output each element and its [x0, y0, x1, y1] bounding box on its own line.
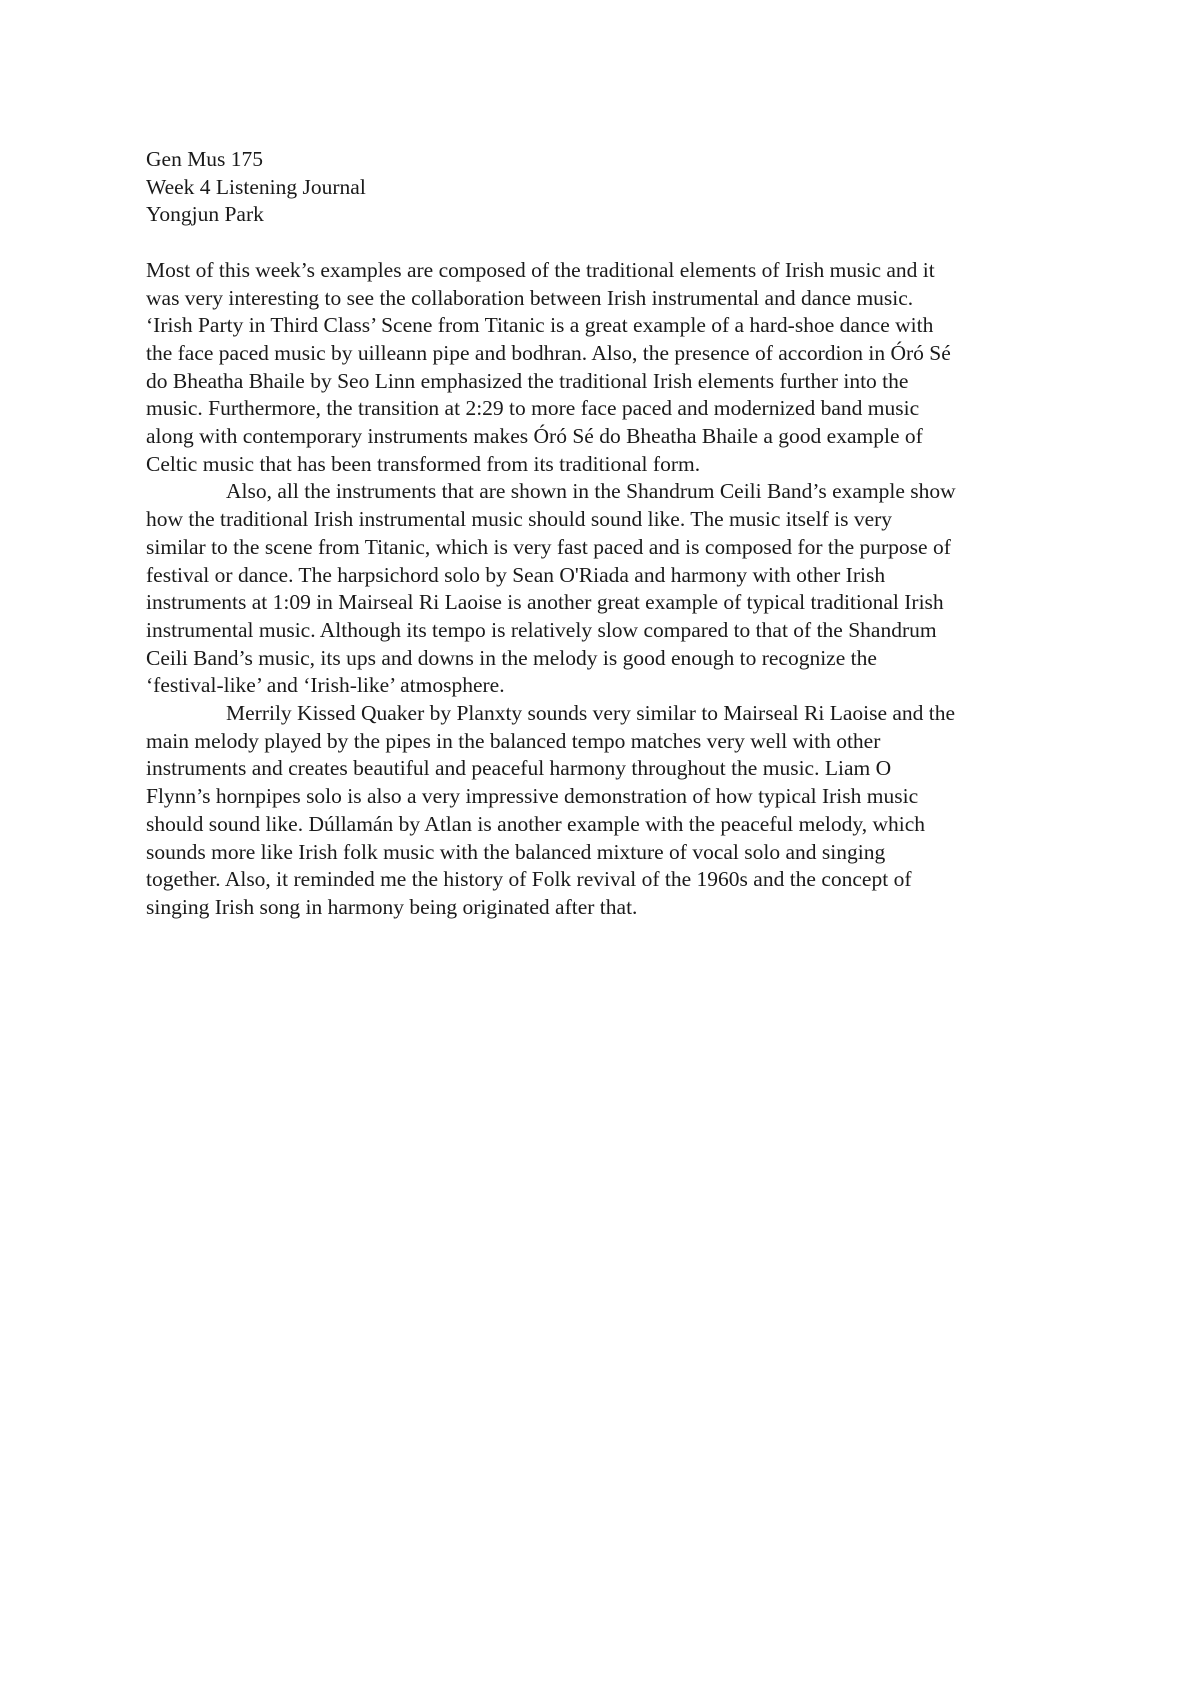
paragraph-line: along with contemporary instruments makes Óró Sé do Bheatha Bhaile a good example of	[146, 424, 923, 449]
paragraph-line: Also, all the instruments that are shown in the Shandrum Ceili Band’s example show	[226, 479, 956, 504]
assignment-title: Week 4 Listening Journal	[146, 174, 366, 199]
paragraph-line: was very interesting to see the collaboration between Irish instrumental and dance music.	[146, 285, 914, 310]
author-name: Yongjun Park	[146, 202, 264, 227]
paragraph-line: main melody played by the pipes in the balanced tempo matches very well with other	[146, 728, 881, 753]
paragraph-line: the face paced music by uilleann pipe and bodhran. Also, the presence of accordion in Óró Sé	[146, 340, 951, 365]
paragraph-line: ‘Irish Party in Third Class’ Scene from Titanic is a great example of a hard-shoe dance with	[146, 313, 934, 338]
document-body	[146, 146, 1066, 922]
paragraph-line: instrumental music. Although its tempo is relatively slow compared to that of the Shandrum	[146, 617, 937, 642]
paragraph-1	[146, 257, 1066, 479]
paragraph-line: together. Also, it reminded me the history of Folk revival of the 1960s and the concept of	[146, 867, 912, 892]
paragraph-line: Celtic music that has been transformed from its traditional form.	[146, 451, 701, 476]
paragraph-line: Ceili Band’s music, its ups and downs in the melody is good enough to recognize the	[146, 645, 877, 670]
paragraph-line: instruments at 1:09 in Mairseal Ri Laoise is another great example of typical traditional Irish	[146, 590, 944, 615]
paragraph-3	[146, 700, 1066, 922]
paragraph-2	[146, 478, 1066, 700]
paragraph-line: ‘festival-like’ and ‘Irish-like’ atmosphere.	[146, 673, 505, 698]
header-spacer	[146, 229, 1066, 257]
paragraph-line: Flynn’s hornpipes solo is also a very impressive demonstration of how typical Irish music	[146, 784, 919, 809]
paragraph-line: should sound like. Dúllamán by Atlan is another example with the peaceful melody, which	[146, 811, 925, 836]
paragraph-line: sounds more like Irish folk music with the balanced mixture of vocal solo and singing	[146, 839, 886, 864]
paragraph-line: Merrily Kissed Quaker by Planxty sounds very similar to Mairseal Ri Laoise and the	[226, 701, 956, 726]
paragraph-line: music. Furthermore, the transition at 2:29 to more face paced and modernized band music	[146, 396, 920, 421]
paragraph-line: festival or dance. The harpsichord solo by Sean O'Riada and harmony with other Irish	[146, 562, 886, 587]
paragraph-line: do Bheatha Bhaile by Seo Linn emphasized the traditional Irish elements further into the	[146, 368, 909, 393]
paragraph-line: similar to the scene from Titanic, which is very fast paced and is composed for the purpose of	[146, 534, 951, 559]
paragraph-line: Most of this week’s examples are composed of the traditional elements of Irish music and it	[146, 257, 935, 282]
paragraph-line: how the traditional Irish instrumental music should sound like. The music itself is very	[146, 507, 893, 532]
paragraph-line: instruments and creates beautiful and peaceful harmony throughout the music. Liam O	[146, 756, 892, 781]
paragraph-line: singing Irish song in harmony being originated after that.	[146, 894, 638, 919]
course-name: Gen Mus 175	[146, 147, 264, 171]
